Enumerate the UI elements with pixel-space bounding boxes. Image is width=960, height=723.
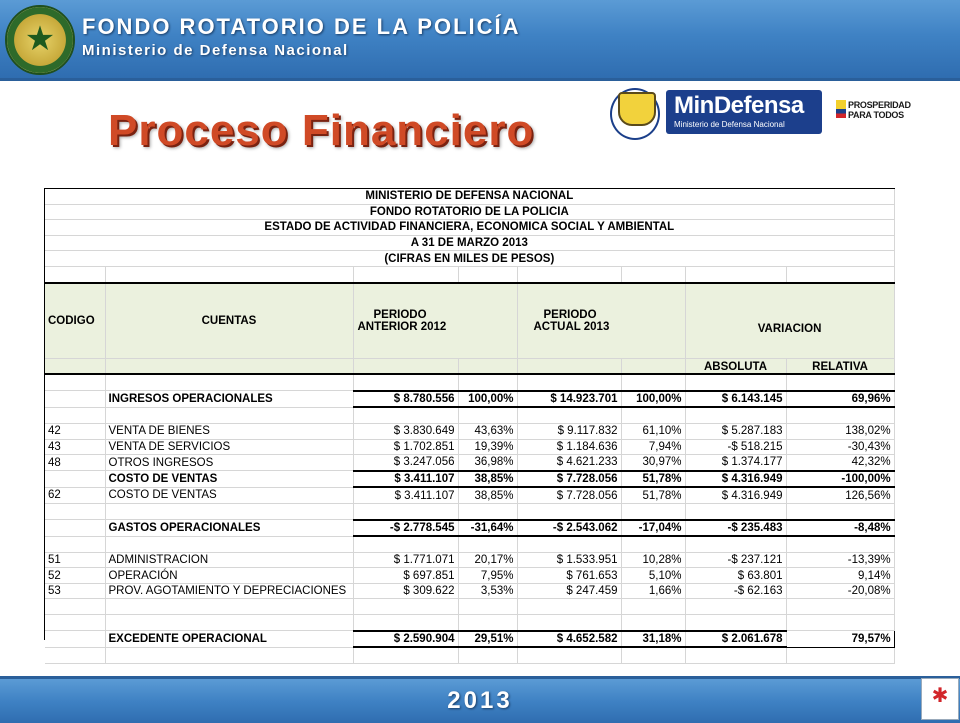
mindefensa-logo-title: MinDefensa [674, 92, 804, 119]
prosperidad-line2: PARA TODOS [848, 110, 904, 120]
codigo-cell: 62 [45, 487, 105, 503]
value-cell: $ 4.621.233 [517, 455, 621, 471]
slide-title: Proceso Financiero [108, 106, 535, 155]
pct-cell: 38,85% [458, 471, 517, 488]
value-cell: $ 7.728.056 [517, 471, 621, 488]
cuenta-cell: GASTOS OPERACIONALES [105, 520, 353, 537]
value-cell: $ 247.459 [517, 583, 621, 599]
value-cell: $ 4.316.949 [685, 487, 786, 503]
value-cell: -$ 518.215 [685, 439, 786, 455]
cuenta-cell: INGRESOS OPERACIONALES [105, 391, 353, 408]
periodo-actual-line1: PERIODO [543, 308, 597, 321]
cuenta-cell: ADMINISTRACION [105, 552, 353, 568]
header-subtitle: Ministerio de Defensa Nacional [82, 42, 349, 59]
value-cell: $ 4.652.582 [517, 631, 621, 648]
cuenta-cell: OTROS INGRESOS [105, 455, 353, 471]
pct-cell: 42,32% [786, 455, 894, 471]
footer-year: 2013 [447, 687, 513, 714]
pct-cell: 3,53% [458, 583, 517, 599]
pct-cell: 38,85% [458, 487, 517, 503]
value-cell: $ 1.374.177 [685, 455, 786, 471]
table-row [45, 455, 894, 471]
value-cell: $ 761.653 [517, 568, 621, 584]
value-cell: $ 8.780.556 [353, 391, 458, 408]
value-cell: $ 1.702.851 [353, 439, 458, 455]
col-header-periodo-anterior [353, 283, 517, 359]
periodo-actual-line2: ACTUAL 2013 [533, 320, 610, 333]
header-title: FONDO ROTATORIO DE LA POLICÍA [82, 14, 521, 39]
table-row [45, 423, 894, 439]
value-cell: $ 3.411.107 [353, 487, 458, 503]
pct-cell: -20,08% [786, 583, 894, 599]
value-cell: $ 697.851 [353, 568, 458, 584]
report-title-line: A 31 DE MARZO 2013 [45, 235, 894, 251]
pct-cell: 36,98% [458, 455, 517, 471]
pct-cell: -31,64% [458, 520, 517, 537]
pct-cell: 79,57% [786, 631, 894, 648]
mindefensa-logo-subtitle: Ministerio de Defensa Nacional [674, 120, 785, 129]
pct-cell: -8,48% [786, 520, 894, 537]
value-cell: -$ 2.543.062 [517, 520, 621, 537]
cuenta-cell: EXCEDENTE OPERACIONAL [105, 631, 353, 648]
value-cell: $ 3.247.056 [353, 455, 458, 471]
report-title-line: ESTADO DE ACTIVIDAD FINANCIERA, ECONOMICA SOCIAL Y AMBIENTAL [45, 220, 894, 236]
periodo-anterior-line1: PERIODO [373, 308, 427, 321]
financial-statement-table [45, 189, 895, 664]
table-row [45, 568, 894, 584]
codigo-cell: 48 [45, 455, 105, 471]
table-row [45, 487, 894, 503]
value-cell: $ 1.771.071 [353, 552, 458, 568]
value-cell: $ 63.801 [685, 568, 786, 584]
cuenta-cell: OPERACIÓN [105, 568, 353, 584]
cuenta-cell: VENTA DE SERVICIOS [105, 439, 353, 455]
col-header-codigo: CODIGO [45, 283, 105, 359]
value-cell: $ 1.184.636 [517, 439, 621, 455]
pct-cell: 20,17% [458, 552, 517, 568]
prosperidad-line1: PROSPERIDAD [848, 100, 911, 110]
pct-cell: 9,14% [786, 568, 894, 584]
table-row [45, 391, 894, 408]
mindefensa-logo [666, 90, 822, 134]
asterisk-icon: ✱ [931, 683, 949, 707]
value-cell: $ 2.061.678 [685, 631, 786, 648]
cuenta-cell: VENTA DE BIENES [105, 423, 353, 439]
table-row [45, 552, 894, 568]
table-row [45, 471, 894, 488]
value-cell: -$ 235.483 [685, 520, 786, 537]
value-cell: -$ 237.121 [685, 552, 786, 568]
codigo-cell: 43 [45, 439, 105, 455]
codigo-cell: 52 [45, 568, 105, 584]
police-seal-logo [5, 5, 75, 75]
cuenta-cell: PROV. AGOTAMIENTO Y DEPRECIACIONES [105, 583, 353, 599]
star-icon: ★ [24, 19, 56, 59]
col-header-relativa: RELATIVA [786, 358, 894, 374]
pct-cell: 69,96% [786, 391, 894, 408]
value-cell: $ 1.533.951 [517, 552, 621, 568]
value-cell: -$ 62.163 [685, 583, 786, 599]
pct-cell: -17,04% [621, 520, 685, 537]
value-cell: $ 3.830.649 [353, 423, 458, 439]
value-cell: $ 4.316.949 [685, 471, 786, 488]
value-cell: -$ 2.778.545 [353, 520, 458, 537]
report-title-line: MINISTERIO DE DEFENSA NACIONAL [45, 189, 894, 204]
pct-cell: -100,00% [786, 471, 894, 488]
report-title-line: FONDO ROTATORIO DE LA POLICIA [45, 204, 894, 220]
table-row [45, 631, 894, 648]
cuenta-cell: COSTO DE VENTAS [105, 471, 353, 488]
pct-cell: 100,00% [458, 391, 517, 408]
pct-cell: 31,18% [621, 631, 685, 648]
value-cell: $ 6.143.145 [685, 391, 786, 408]
pct-cell: 30,97% [621, 455, 685, 471]
pct-cell: 126,56% [786, 487, 894, 503]
corner-logo [921, 678, 959, 720]
pct-cell: 7,95% [458, 568, 517, 584]
value-cell: $ 14.923.701 [517, 391, 621, 408]
pct-cell: 61,10% [621, 423, 685, 439]
pct-cell: -13,39% [786, 552, 894, 568]
pct-cell: 19,39% [458, 439, 517, 455]
pct-cell: 138,02% [786, 423, 894, 439]
table-row [45, 520, 894, 537]
pct-cell: -30,43% [786, 439, 894, 455]
colombia-crest-logo [610, 88, 660, 140]
pct-cell: 1,66% [621, 583, 685, 599]
col-header-cuentas: CUENTAS [105, 283, 353, 359]
report-title-line: (CIFRAS EN MILES DE PESOS) [45, 251, 894, 267]
pct-cell: 7,94% [621, 439, 685, 455]
table-row [45, 583, 894, 599]
codigo-cell: 53 [45, 583, 105, 599]
col-header-absoluta: ABSOLUTA [685, 358, 786, 374]
pct-cell: 51,78% [621, 487, 685, 503]
codigo-cell: 42 [45, 423, 105, 439]
pct-cell: 29,51% [458, 631, 517, 648]
value-cell: $ 309.622 [353, 583, 458, 599]
footer-bar [0, 676, 960, 723]
col-header-periodo-actual [517, 283, 685, 359]
pct-cell: 100,00% [621, 391, 685, 408]
value-cell: $ 5.287.183 [685, 423, 786, 439]
table-row [45, 439, 894, 455]
value-cell: $ 7.728.056 [517, 487, 621, 503]
value-cell: $ 3.411.107 [353, 471, 458, 488]
pct-cell: 5,10% [621, 568, 685, 584]
prosperidad-logo [836, 100, 932, 123]
pct-cell: 10,28% [621, 552, 685, 568]
shield-icon [618, 92, 656, 126]
flag-icon [836, 100, 846, 118]
financial-statement-sheet [44, 188, 895, 645]
periodo-anterior-line2: ANTERIOR 2012 [357, 320, 447, 333]
pct-cell: 43,63% [458, 423, 517, 439]
value-cell: $ 2.590.904 [353, 631, 458, 648]
value-cell: $ 9.117.832 [517, 423, 621, 439]
header-bar [0, 0, 960, 81]
col-header-variacion: VARIACION [685, 283, 894, 359]
pct-cell: 51,78% [621, 471, 685, 488]
codigo-cell: 51 [45, 552, 105, 568]
cuenta-cell: COSTO DE VENTAS [105, 487, 353, 503]
